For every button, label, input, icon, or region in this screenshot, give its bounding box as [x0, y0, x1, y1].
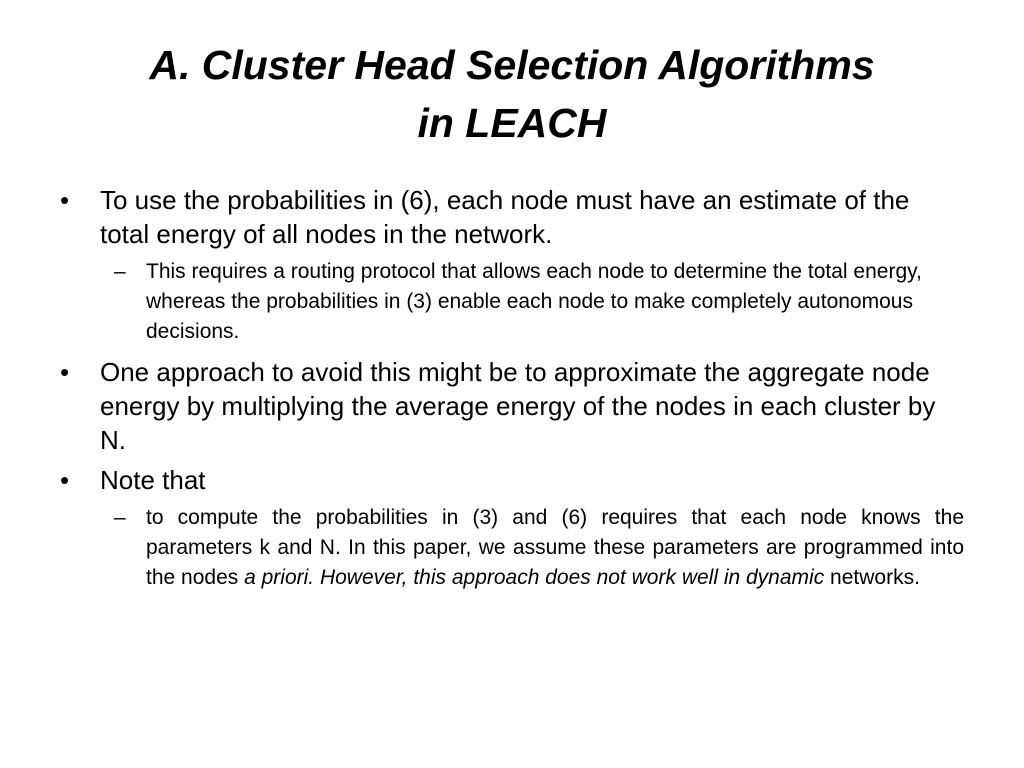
bullet-item-1 [58, 183, 964, 251]
sub-bullet-text-3-italic: a priori. However, this approach does not work well in dynamic [244, 566, 825, 589]
bullet-icon: • [60, 357, 70, 387]
sub-bullet-text-3-part-2: networks. [824, 566, 920, 589]
slide-title [60, 36, 964, 152]
bullet-icon: • [60, 185, 70, 215]
bullet-text-1: To use the probabilities in (6), each node must have an estimate of the total energy of all nodes in the network. [100, 185, 910, 249]
sub-bullet-item-3 [104, 503, 964, 593]
bullet-icon: • [60, 465, 70, 495]
dash-icon: – [114, 260, 126, 283]
slide-title-line-2: in LEACH [417, 100, 607, 146]
bullet-item-3 [58, 463, 964, 497]
dash-icon: – [114, 506, 126, 529]
sub-bullet-text-3-part-1: to compute the probabilities in (3) and (6) requires that each node knows the parameters k and N. In this paper, we assume these parameters are programmed into the nodes [146, 506, 964, 589]
bullet-text-2: One approach to avoid this might be to approximate the aggregate node energy by multiplying the average energy of the nodes in each cluster by N. [100, 357, 936, 455]
bullet-item-2 [58, 355, 964, 457]
sub-bullet-item-1 [104, 257, 964, 347]
bullet-text-3: Note that [100, 465, 206, 495]
sub-bullet-text-1: This requires a routing protocol that allows each node to determine the total energy, whereas the probabilities in (3) enable each node to make completely autonomous decisions. [146, 260, 922, 343]
sub-bullet-text-3 [146, 506, 964, 589]
slide-title-line-1: A. Cluster Head Selection Algorithms [149, 42, 875, 88]
slide-body [58, 183, 964, 601]
